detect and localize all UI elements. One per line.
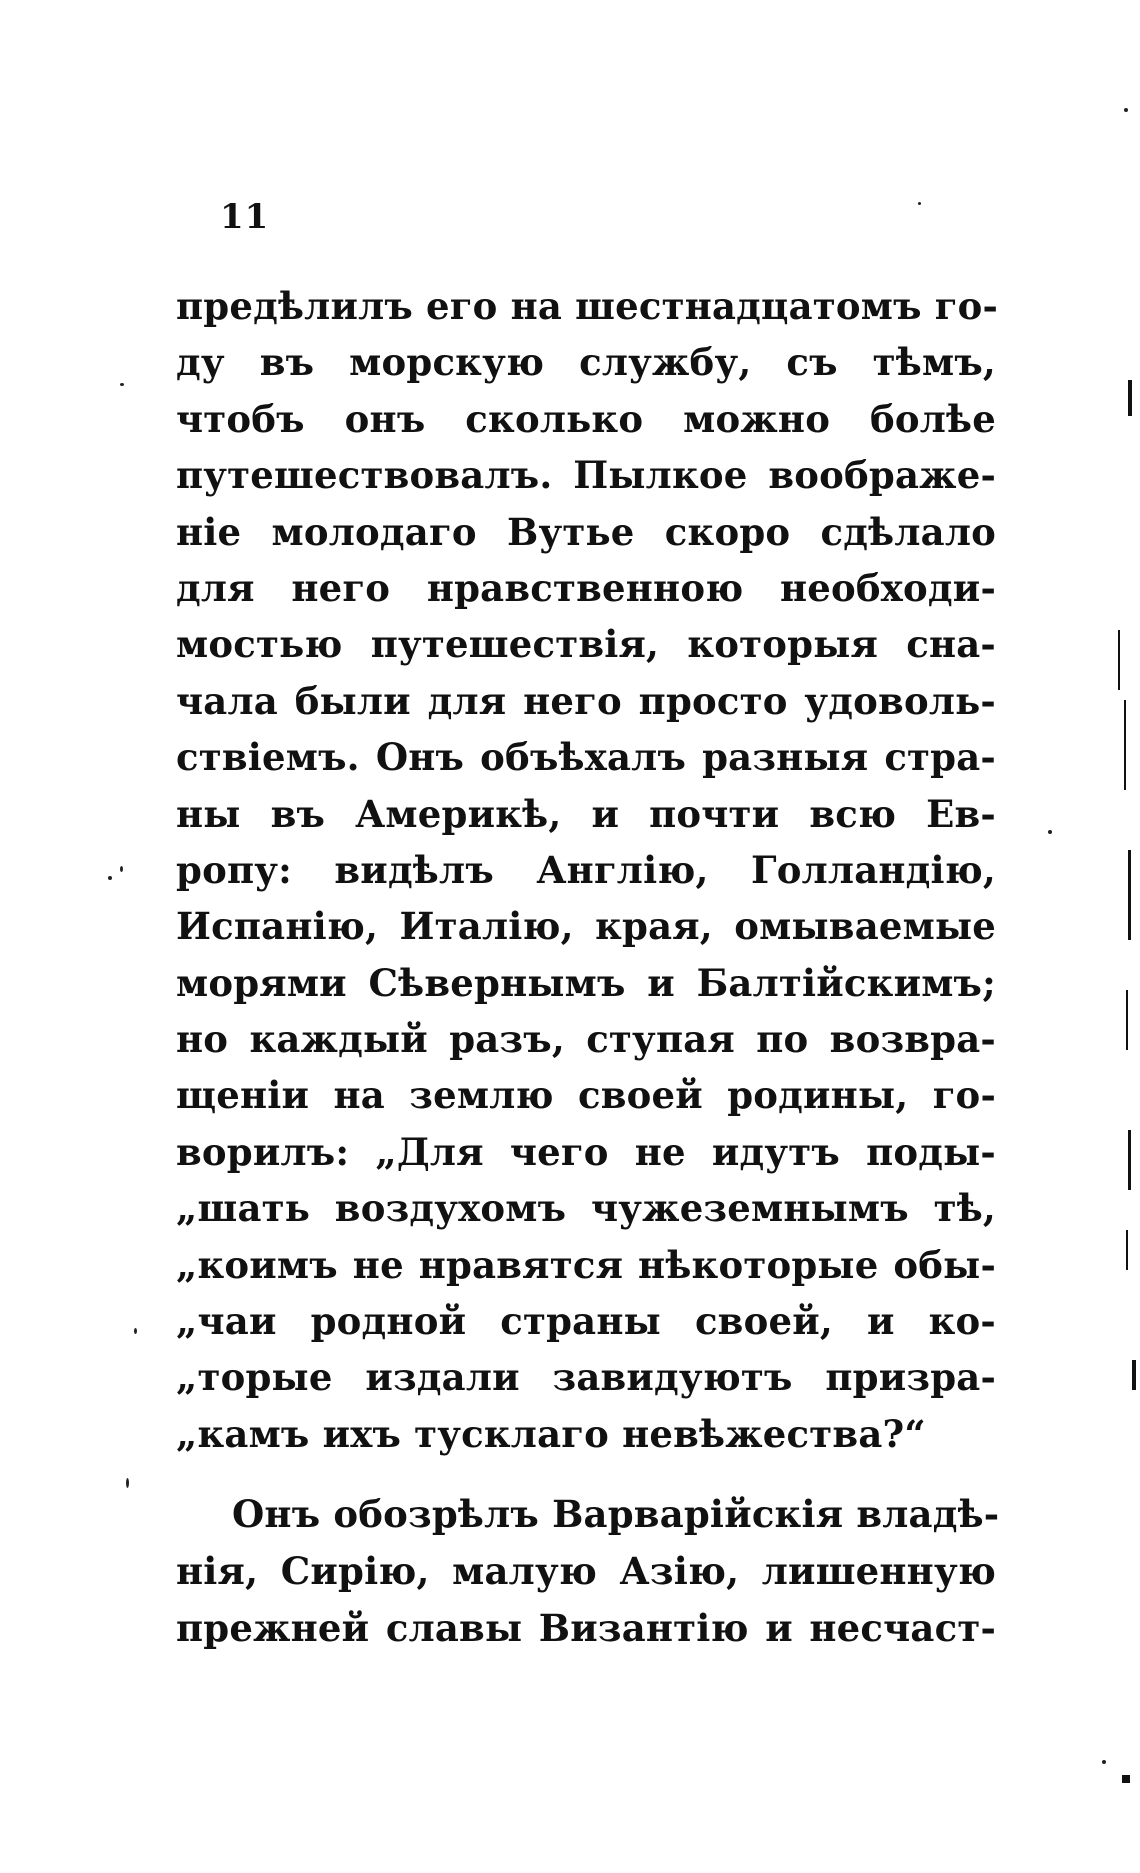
text-line: ворилъ: „Для чего не идутъ поды- <box>176 1129 996 1174</box>
text-line: „коимъ не нравятся нѣкоторые обы- <box>176 1242 996 1287</box>
scan-speck <box>108 876 112 880</box>
scan-speck <box>918 202 921 205</box>
scan-edge-mark <box>1124 700 1126 790</box>
paragraph-2 <box>176 1486 1000 1657</box>
text-line: „чаи родной страны своей, и ко- <box>176 1299 996 1344</box>
scan-speck <box>120 383 124 386</box>
text-line: чтобъ онъ сколько можно болѣе <box>176 396 996 441</box>
text-line: для него нравственною необходи- <box>176 565 996 610</box>
page-number: 11 <box>220 197 270 237</box>
scan-edge-mark <box>1126 990 1128 1050</box>
text-line: ны въ Америкѣ, и почти всю Ев- <box>176 791 996 836</box>
scan-speck <box>1124 108 1128 112</box>
text-line: Онъ обозрѣлъ Варварійскія владѣ- <box>232 1492 1000 1536</box>
text-line: ствіемъ. Онъ объѣхалъ разныя стра- <box>176 735 996 780</box>
text-line: щеніи на землю своей родины, го- <box>176 1073 996 1118</box>
scan-edge-mark <box>1118 630 1120 690</box>
text-line: „шать воздухомъ чужеземнымъ тѣ, <box>176 1186 996 1231</box>
text-line: но каждый разъ, ступая по возвра- <box>176 1017 996 1062</box>
scan-speck <box>126 1478 129 1488</box>
text-line: мостью путешествія, которыя сна- <box>176 622 996 667</box>
text-line: „торые издали завидуютъ призра- <box>176 1355 996 1400</box>
text-line: нія, Сирію, малую Азію, лишенную <box>176 1549 996 1593</box>
text-line: Испанію, Италію, края, омываемые <box>176 904 996 949</box>
text-line: чала были для него просто удоволь- <box>176 678 996 723</box>
scan-edge-mark <box>1128 1130 1131 1190</box>
text-line: путешествовалъ. Пылкое воображе- <box>176 453 996 498</box>
scan-edge-mark <box>1132 1360 1136 1390</box>
scan-speck <box>134 1328 137 1334</box>
text-line: прежней славы Византію и несчаст- <box>176 1606 996 1650</box>
text-line: морями Сѣвернымъ и Балтійскимъ; <box>176 960 996 1005</box>
scan-speck <box>1048 830 1052 834</box>
text-line: предѣлилъ его на шестнадцатомъ го- <box>176 284 999 328</box>
scan-speck <box>1102 1760 1106 1764</box>
text-line: ніе молодаго Вутье скоро сдѣлало <box>176 509 996 554</box>
text-line: „камъ ихъ тусклаго невѣжества?“ <box>176 1411 926 1456</box>
scan-edge-mark <box>1128 850 1131 940</box>
paragraph-1 <box>176 278 999 1462</box>
text-line: ду въ морскую службу, съ тѣмъ, <box>176 340 996 385</box>
scan-speck <box>120 866 123 872</box>
scan-edge-mark <box>1128 380 1132 416</box>
scan-edge-mark <box>1122 1775 1130 1783</box>
text-line: ропу: видѣлъ Англію, Голландію, <box>176 847 996 892</box>
scan-edge-mark <box>1126 1230 1128 1270</box>
